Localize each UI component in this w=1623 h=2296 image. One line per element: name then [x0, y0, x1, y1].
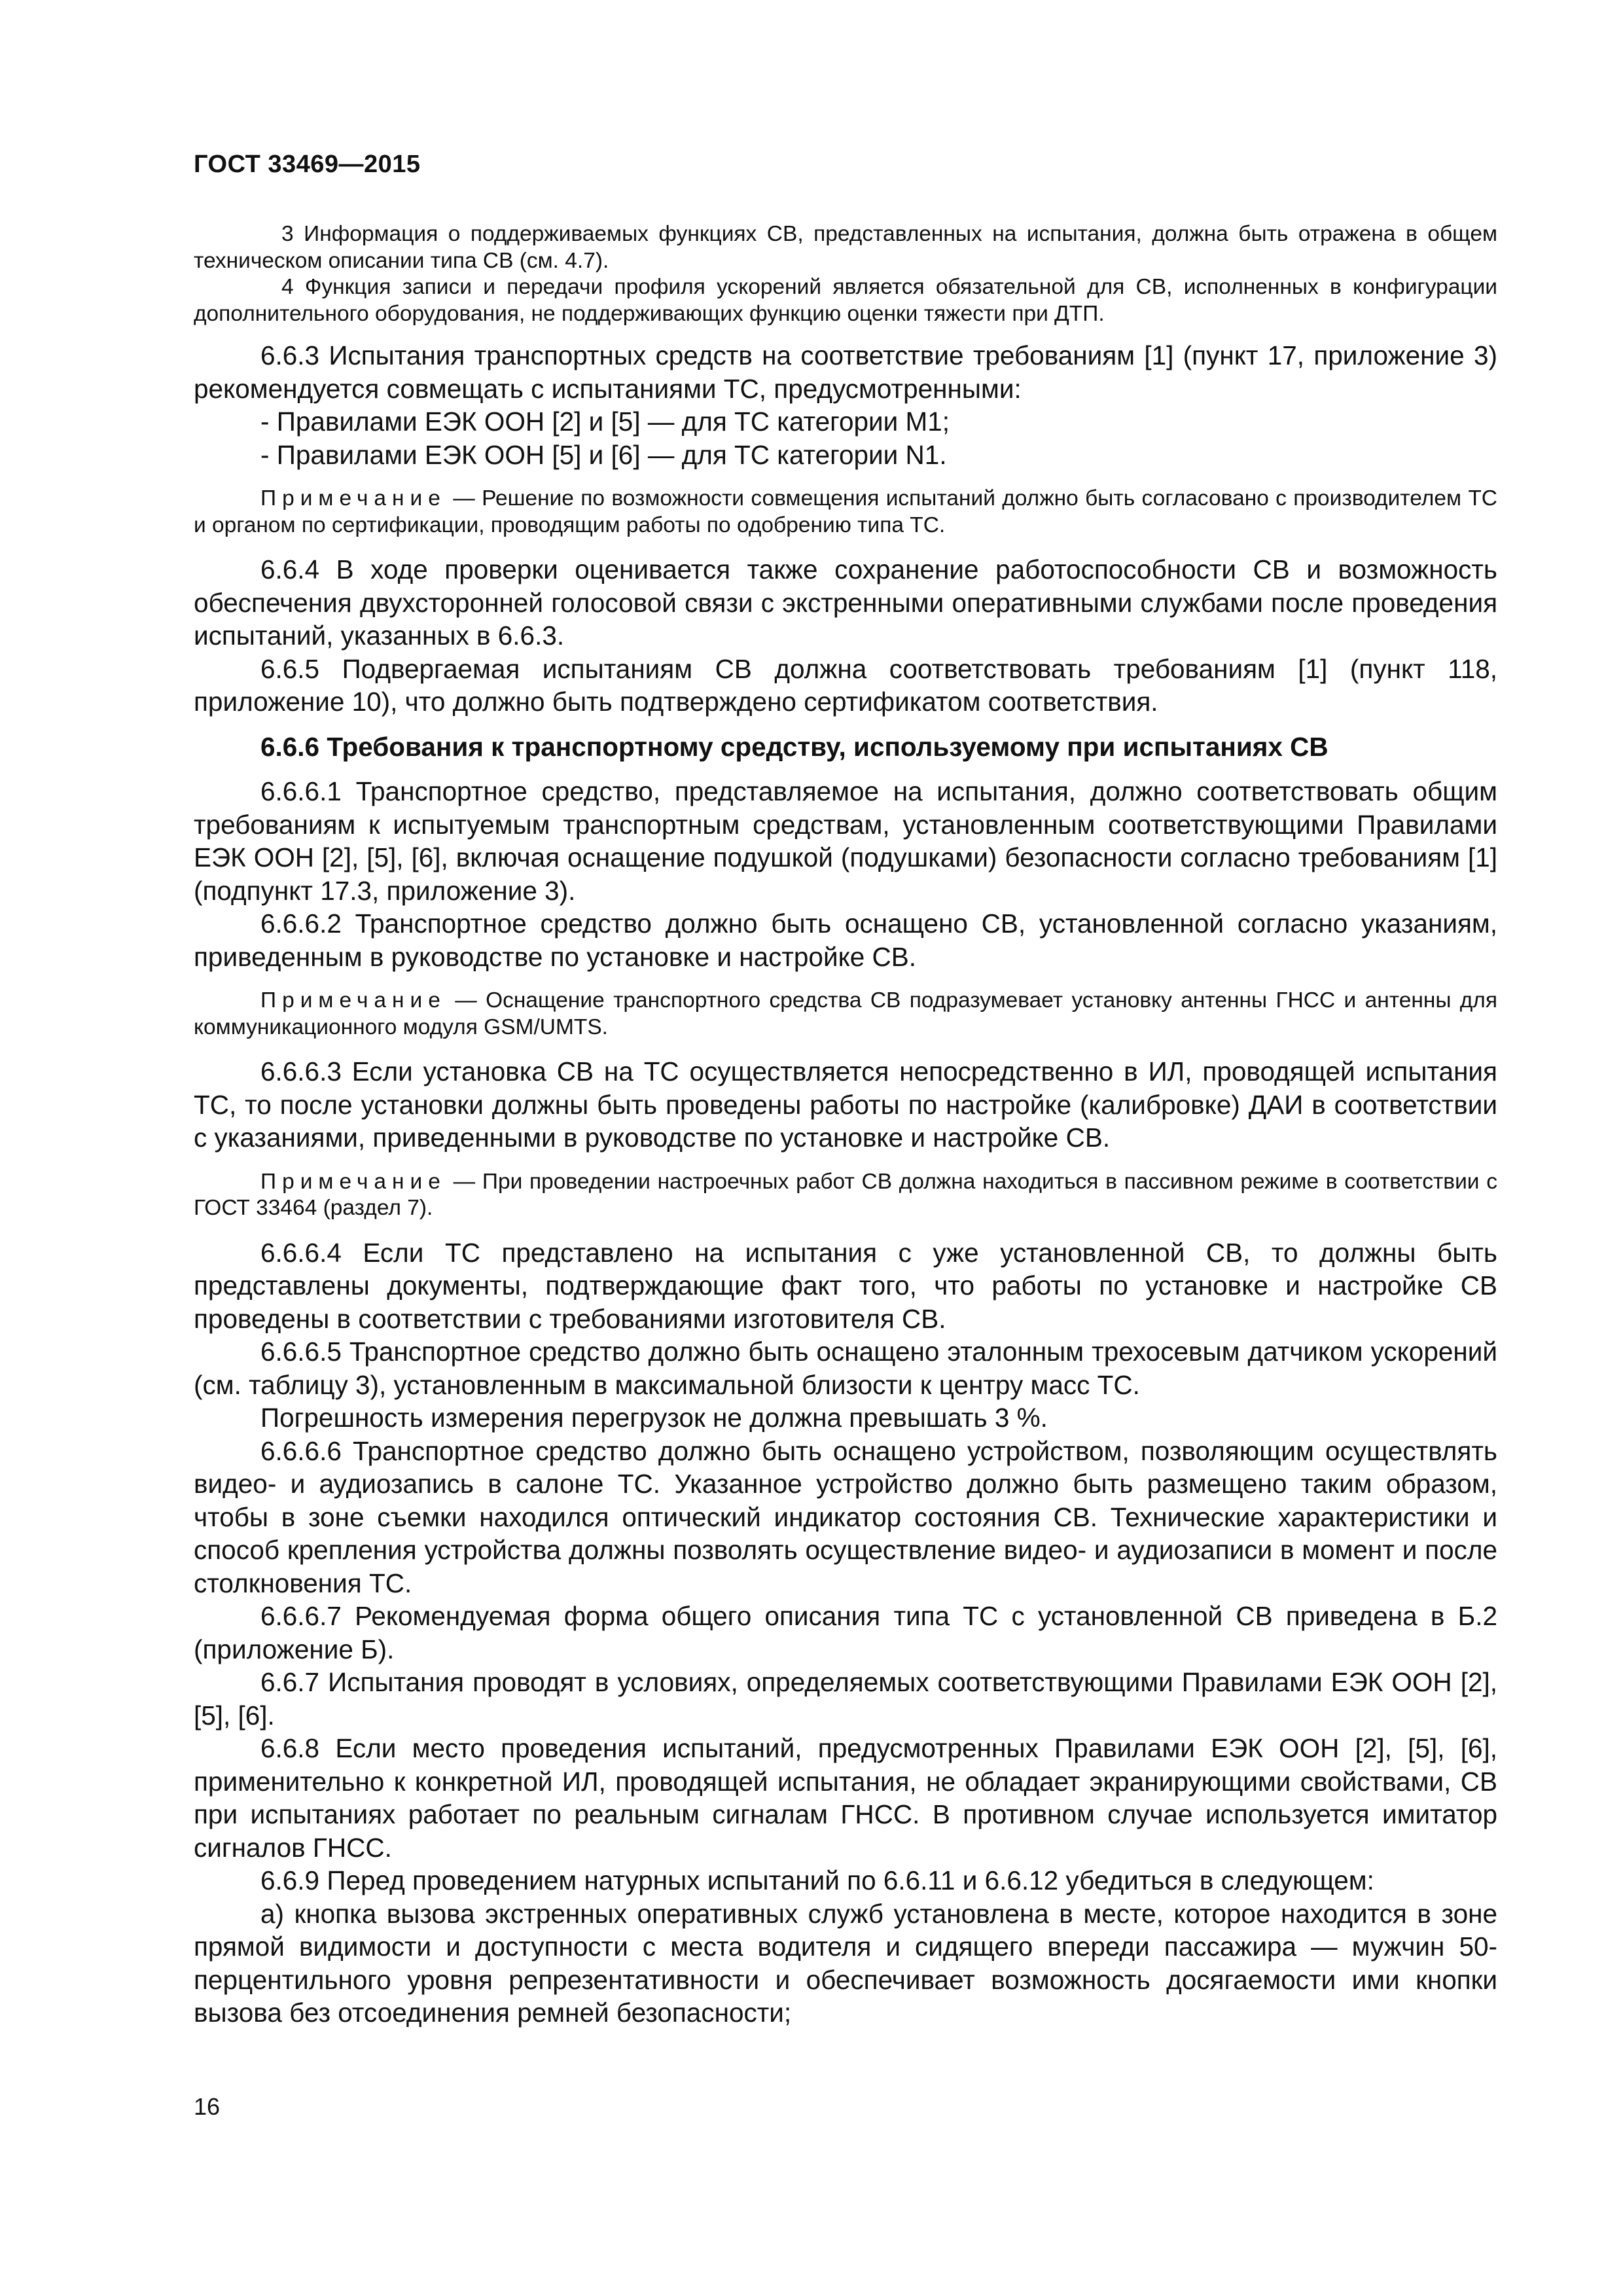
note-3 — [194, 1169, 1497, 1222]
paragraph-6-6-6-5: 6.6.6.5 Транспортное средство должно быть оснащено эталонным трехосевым датчиком ускорений (см. таблицу 3), установленным в максимальной близости к центру масс ТС. — [194, 1336, 1497, 1400]
paragraph-error-limit: Погрешность измерения перегрузок не должна превышать 3 %. — [260, 1403, 1048, 1433]
note-label: Примечание — [260, 1169, 446, 1194]
note-3-functions: 3 Информация о поддерживаемых функциях СВ, представленных на испытания, должна быть отражена в общем техническом описании типа СВ (см. 4.7). — [194, 222, 1497, 273]
note-4-acceleration: 4 Функция записи и передачи профиля ускорений является обязательной для СВ, исполненных в конфигурации дополнительного оборудования, не поддерживающих функцию оценки тяжести при ДТП. — [194, 275, 1497, 326]
note-label: Примечание — [260, 988, 446, 1013]
section-heading-6-6-6: 6.6.6 Требования к транспортному средству, используемому при испытаниях СВ — [260, 731, 1329, 762]
paragraph-6-6-8: 6.6.8 Если место проведения испытаний, предусмотренных Правилами ЕЭК ООН [2], [5], [6], применительно к конкретной ИЛ, проводящей испытания, не обладает экранирующими свойствами, СВ при испытаниях работает по реальным сигналам ГНСС. В противном случае используется имитатор сигналов ГНСС. — [194, 1733, 1497, 1863]
note-text: — При проведении настроечных работ СВ должна находиться в пассивном режиме в соответствии с ГОСТ 33464 (раздел 7). — [194, 1169, 1497, 1220]
paragraph-6-6-4: 6.6.4 В ходе проверки оценивается также сохранение работоспособности СВ и возможность обеспечения двухсторонней голосовой связи с экстренными оперативными службами после проведения испытаний, указанных в 6.6.3. — [194, 554, 1497, 651]
paragraph-6-6-7: 6.6.7 Испытания проводят в условиях, определяемых соответствующими Правилами ЕЭК ООН [2], [5], [6]. — [194, 1667, 1497, 1731]
page-number: 16 — [194, 2093, 221, 2120]
paragraph-6-6-6-3: 6.6.6.3 Если установка СВ на ТС осуществляется непосредственно в ИЛ, проводящей испытания ТС, то после установки должны быть проведены работы по настройке (калибровке) ДАИ в соответствии с указаниями, приведенными в руководстве по установке и настройке СВ. — [194, 1056, 1497, 1153]
paragraph-6-6-9-a: а) кнопка вызова экстренных оперативных служб установлена в месте, которое находится в зоне прямой видимости и доступности с места водителя и сидящего впереди пассажира — мужчин 50-перцентильного уровня репрезентативности и обеспечивает возможность досягаемости ими кнопки вызова без отсоединения ремней безопасности; — [194, 1898, 1497, 2028]
note-1 — [194, 486, 1497, 539]
paragraph-6-6-9: 6.6.9 Перед проведением натурных испытаний по 6.6.11 и 6.6.12 убедиться в следующем: — [260, 1865, 1374, 1895]
paragraph-6-6-5: 6.6.5 Подвергаемая испытаниям СВ должна соответствовать требованиям [1] (пункт 118, приложение 10), что должно быть подтверждено сертификатом соответствия. — [194, 653, 1497, 717]
document-header: ГОСТ 33469—2015 — [194, 151, 421, 178]
list-item-m1: - Правилами ЕЭК ООН [2] и [5] — для ТС категории М1; — [260, 406, 950, 437]
note-label: Примечание — [260, 486, 446, 511]
paragraph-6-6-6-7: 6.6.6.7 Рекомендуемая форма общего описания типа ТС с установленной СВ приведена в Б.2 (приложение Б). — [194, 1601, 1497, 1664]
note-text: — Оснащение транспортного средства СВ подразумевает установку антенны ГНСС и антенны для коммуникационного модуля GSM/UMTS. — [194, 988, 1497, 1039]
note-text: — Решение по возможности совмещения испытаний должно быть согласовано с производителем ТС и органом по сертификации, проводящим работы по одобрению типа ТС. — [194, 486, 1497, 537]
paragraph-6-6-6-2: 6.6.6.2 Транспортное средство должно быть оснащено СВ, установленной согласно указаниям, приведенным в руководстве по установке и настройке СВ. — [194, 908, 1497, 972]
paragraph-6-6-6-1: 6.6.6.1 Транспортное средство, представляемое на испытания, должно соответствовать общим требованиям к испытуемым транспортным средствам, установленным соответствующими Правилами ЕЭК ООН [2], [5], [6], включая оснащение подушкой (подушками) безопасности согласно требованиям [1] (подпункт 17.3, приложение 3). — [194, 776, 1497, 906]
note-2 — [194, 988, 1497, 1041]
paragraph-6-6-6-4: 6.6.6.4 Если ТС представлено на испытания с уже установленной СВ, то должны быть представлены документы, подтверждающие факт того, что работы по установке и настройке СВ проведены в соответствии с требованиями изготовителя СВ. — [194, 1237, 1497, 1334]
document-body — [194, 221, 1497, 2030]
paragraph-6-6-3: 6.6.3 Испытания транспортных средств на соответствие требованиям [1] (пункт 17, приложение 3) рекомендуется совмещать с испытаниями ТС, предусмотренными: — [194, 340, 1497, 404]
list-item-n1: - Правилами ЕЭК ООН [5] и [6] — для ТС категории N1. — [260, 439, 947, 470]
paragraph-6-6-6-6: 6.6.6.6 Транспортное средство должно быть оснащено устройством, позволяющим осуществлять видео- и аудиозапись в салоне ТС. Указанное устройство должно быть размещено таким образом, чтобы в зоне съемки находился оптический индикатор состояния СВ. Технические характеристики и способ крепления устройства должны позволять осуществление видео- и аудиозаписи в момент и после столкновения ТС. — [194, 1435, 1497, 1598]
